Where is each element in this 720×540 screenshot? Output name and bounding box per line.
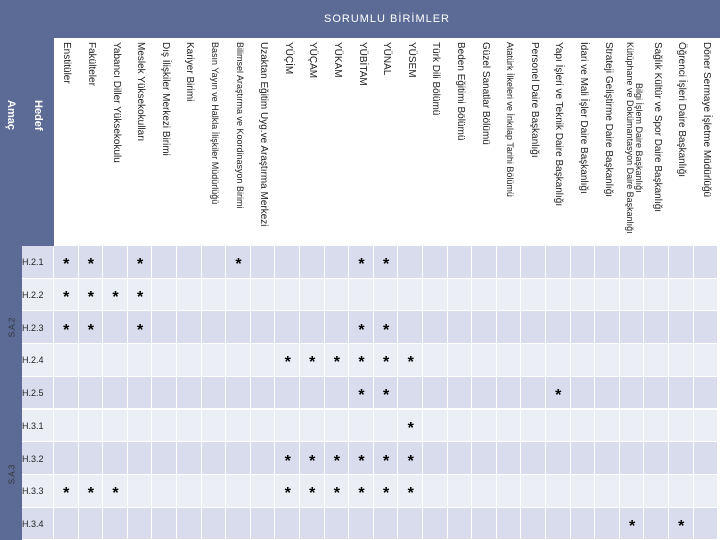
matrix-cell	[275, 311, 300, 344]
matrix-cell	[448, 279, 473, 312]
responsibility-mark: *	[87, 321, 95, 339]
matrix-cell	[251, 344, 276, 377]
responsibility-mark: *	[112, 289, 119, 307]
matrix-cell	[398, 377, 423, 410]
responsibility-mark: *	[407, 419, 414, 437]
responsibility-mark: *	[87, 289, 95, 307]
matrix-cell	[251, 246, 276, 279]
amac-label: Amaç	[5, 100, 17, 130]
matrix-cell	[128, 442, 153, 475]
matrix-cell	[669, 344, 694, 377]
matrix-cell	[521, 311, 546, 344]
unit-header: YÜKAM	[331, 42, 343, 78]
responsibility-mark: *	[358, 321, 365, 339]
unit-header: Uzaktan Eğitim Uyg.ve Araştırma Merkezi	[258, 42, 270, 227]
hedef-row-label: H.2.5	[22, 388, 44, 399]
matrix-cell	[251, 442, 276, 475]
matrix-cell	[325, 311, 350, 344]
matrix-cell	[226, 475, 251, 508]
amac-group-label: S.A.2	[7, 317, 17, 338]
matrix-cell	[177, 377, 202, 410]
matrix-cell	[152, 410, 177, 443]
matrix-cell	[472, 311, 497, 344]
matrix-cell	[325, 246, 350, 279]
matrix-cell	[177, 279, 202, 312]
responsibility-mark: *	[358, 387, 365, 405]
responsibility-mark: *	[382, 321, 390, 339]
matrix-cell	[152, 246, 177, 279]
matrix-cell	[669, 410, 694, 443]
hedef-row-label: H.3.3	[22, 486, 44, 497]
responsibility-mark: *	[284, 354, 291, 372]
matrix-cell	[571, 279, 596, 312]
responsibility-mark: *	[63, 256, 70, 274]
matrix-cell	[423, 475, 448, 508]
matrix-cell	[103, 410, 128, 443]
matrix-cell	[202, 377, 227, 410]
matrix-cell	[325, 410, 350, 443]
unit-header: YÜÇİM	[282, 42, 294, 75]
matrix-cell	[694, 410, 719, 443]
matrix-cell	[251, 475, 276, 508]
matrix-cell	[226, 279, 251, 312]
matrix-cell	[300, 377, 325, 410]
matrix-cell	[152, 311, 177, 344]
matrix-cell	[644, 377, 669, 410]
responsibility-mark: *	[136, 289, 144, 307]
matrix-cell	[472, 377, 497, 410]
matrix-cell	[423, 311, 448, 344]
matrix-cell	[251, 508, 276, 540]
matrix-cell	[472, 442, 497, 475]
matrix-cell	[398, 508, 423, 540]
matrix-cell	[644, 246, 669, 279]
responsibility-mark: *	[358, 256, 365, 274]
matrix-cell	[202, 442, 227, 475]
matrix-cell	[694, 311, 719, 344]
matrix-cell	[275, 508, 300, 540]
matrix-cell	[300, 311, 325, 344]
matrix-cell	[152, 377, 177, 410]
hedef-row-label: H.2.4	[22, 355, 44, 366]
matrix-cell	[571, 311, 596, 344]
responsibility-mark: *	[235, 256, 242, 274]
matrix-cell	[669, 475, 694, 508]
matrix-cell	[423, 508, 448, 540]
responsibility-mark: *	[382, 354, 390, 372]
matrix-cell	[103, 246, 128, 279]
matrix-cell	[644, 410, 669, 443]
matrix-cell	[398, 311, 423, 344]
matrix-cell	[521, 508, 546, 540]
matrix-cell	[226, 311, 251, 344]
hedef-label: Hedef	[32, 100, 44, 131]
matrix-cell	[521, 475, 546, 508]
matrix-cell	[571, 475, 596, 508]
matrix-cell	[669, 246, 694, 279]
matrix-cell	[103, 442, 128, 475]
hedef-row-label: H.3.1	[22, 420, 44, 431]
matrix-cell	[620, 246, 645, 279]
matrix-cell	[177, 442, 202, 475]
responsibility-mark: *	[63, 321, 70, 339]
matrix-cell	[202, 246, 227, 279]
matrix-cell	[571, 442, 596, 475]
matrix-cell	[497, 442, 522, 475]
matrix-cell	[644, 442, 669, 475]
matrix-cell	[448, 475, 473, 508]
matrix-cell	[497, 246, 522, 279]
matrix-cell	[275, 377, 300, 410]
matrix-cell	[472, 475, 497, 508]
responsibility-mark: *	[628, 517, 636, 535]
matrix-cell	[177, 311, 202, 344]
matrix-cell	[423, 410, 448, 443]
matrix-cell	[251, 279, 276, 312]
unit-header: Türk Dili Bölümü	[430, 42, 442, 116]
matrix-cell	[54, 410, 79, 443]
matrix-cell	[595, 344, 620, 377]
matrix-cell	[177, 246, 202, 279]
responsibility-mark: *	[63, 485, 70, 503]
matrix-cell	[669, 442, 694, 475]
matrix-cell	[103, 344, 128, 377]
matrix-cell	[251, 410, 276, 443]
unit-header: Güzel Sanatlar Bölümü	[479, 42, 491, 145]
responsibility-mark: *	[555, 387, 562, 405]
responsibility-mark: *	[284, 485, 291, 503]
matrix-cell	[275, 279, 300, 312]
matrix-cell	[620, 410, 645, 443]
matrix-cell	[644, 279, 669, 312]
hedef-row-label: H.2.3	[22, 322, 44, 333]
matrix-cell	[497, 311, 522, 344]
matrix-cell	[472, 344, 497, 377]
unit-header: Öğrenci İşleri Daire Başkanlığı	[676, 42, 688, 178]
matrix-cell	[300, 279, 325, 312]
unit-header: Fakülteler	[85, 42, 97, 86]
responsibility-mark: *	[87, 256, 95, 274]
matrix-cell	[620, 311, 645, 344]
matrix-cell	[521, 344, 546, 377]
unit-header: Yapı İşleri ve Teknik Daire Başkanlığı	[553, 42, 565, 207]
responsibility-mark: *	[333, 485, 341, 503]
matrix-cell	[423, 377, 448, 410]
matrix-cell	[472, 279, 497, 312]
responsibility-mark: *	[678, 517, 685, 535]
matrix-cell	[595, 442, 620, 475]
matrix-cell	[595, 279, 620, 312]
matrix-cell	[694, 279, 719, 312]
matrix-cell	[177, 508, 202, 540]
matrix-cell	[620, 377, 645, 410]
matrix-cell	[202, 508, 227, 540]
matrix-cell	[472, 508, 497, 540]
unit-header: Beden Eğitimi Bölümü	[454, 42, 466, 141]
unit-header: Atatürk İlkeleri ve İnkılap Tarihi Bölümü	[505, 42, 516, 197]
matrix-cell	[644, 311, 669, 344]
matrix-cell	[275, 410, 300, 443]
matrix-cell	[300, 410, 325, 443]
matrix-cell	[669, 377, 694, 410]
matrix-cell	[644, 475, 669, 508]
matrix-cell	[669, 279, 694, 312]
unit-header: Enstitüler	[61, 42, 73, 84]
responsibility-mark: *	[136, 256, 144, 274]
unit-header: Strateji Geliştirme Daire Başkanlığı	[602, 42, 614, 198]
matrix-cell	[374, 410, 399, 443]
matrix-cell	[620, 279, 645, 312]
matrix-cell	[448, 410, 473, 443]
amac-group-label: S.A.3	[7, 464, 17, 485]
unit-header: Bilimsel Araştırma ve Koordinasyon Birimi	[234, 42, 245, 209]
responsibility-mark: *	[382, 485, 390, 503]
matrix-cell	[546, 279, 571, 312]
matrix-cell	[128, 508, 153, 540]
matrix-cell	[128, 475, 153, 508]
matrix-cell	[694, 508, 719, 540]
responsibility-mark: *	[358, 354, 365, 372]
matrix-cell	[521, 442, 546, 475]
unit-header: Bilgi İşlem Daire Başkanlığı Kütüphane ve Dokümantasyon Daire Başkanlığı	[625, 42, 645, 234]
matrix-cell	[152, 279, 177, 312]
matrix-cell	[128, 410, 153, 443]
matrix-cell	[202, 279, 227, 312]
responsibility-mark: *	[63, 289, 70, 307]
matrix-cell	[497, 508, 522, 540]
matrix-cell	[546, 508, 571, 540]
matrix-cell	[448, 508, 473, 540]
matrix-cell	[251, 311, 276, 344]
responsibility-mark: *	[407, 452, 414, 470]
matrix-cell	[226, 508, 251, 540]
matrix-cell	[546, 311, 571, 344]
matrix-cell	[448, 246, 473, 279]
responsibility-mark: *	[407, 354, 414, 372]
unit-header: YÜBİTAM	[356, 42, 368, 86]
matrix-cell	[79, 442, 104, 475]
matrix-cell	[472, 246, 497, 279]
matrix-cell	[694, 475, 719, 508]
matrix-cell	[595, 475, 620, 508]
matrix-cell	[694, 442, 719, 475]
matrix-cell	[546, 344, 571, 377]
matrix-cell	[620, 442, 645, 475]
matrix-cell	[694, 344, 719, 377]
matrix-cell	[521, 279, 546, 312]
matrix-cell	[202, 475, 227, 508]
hedef-row-label: H.3.2	[22, 453, 44, 464]
unit-header: Meslek Yüksekokulları	[135, 42, 147, 142]
responsibility-mark: *	[284, 452, 291, 470]
matrix-cell	[226, 410, 251, 443]
matrix-cell	[644, 508, 669, 540]
matrix-cell	[571, 377, 596, 410]
matrix-cell	[497, 475, 522, 508]
matrix-cell	[226, 442, 251, 475]
matrix-cell	[595, 311, 620, 344]
matrix-cell	[497, 279, 522, 312]
unit-header: YÜSEM	[405, 42, 417, 78]
matrix-cell	[620, 344, 645, 377]
matrix-cell	[423, 246, 448, 279]
matrix-cell	[349, 508, 374, 540]
matrix-cell	[177, 410, 202, 443]
matrix-cell	[448, 311, 473, 344]
matrix-cell	[595, 377, 620, 410]
unit-header: Dış İlişkiler Merkezi Birimi	[159, 42, 171, 156]
matrix-cell	[571, 246, 596, 279]
matrix-cell	[152, 442, 177, 475]
matrix-cell	[571, 344, 596, 377]
responsibility-mark: *	[309, 485, 316, 503]
matrix-cell	[152, 475, 177, 508]
matrix-cell	[546, 410, 571, 443]
matrix-cell	[546, 442, 571, 475]
matrix-cell	[694, 246, 719, 279]
matrix-cell	[177, 344, 202, 377]
matrix-cell	[398, 279, 423, 312]
unit-header: Kariyer Birimi	[184, 42, 196, 102]
matrix-cell	[374, 508, 399, 540]
matrix-cell	[546, 246, 571, 279]
matrix-cell	[79, 410, 104, 443]
matrix-cell	[521, 377, 546, 410]
responsibility-mark: *	[136, 321, 144, 339]
matrix-cell	[644, 344, 669, 377]
responsibility-mark: *	[358, 485, 365, 503]
responsibility-mark: *	[309, 354, 316, 372]
unit-header: YÜNAL	[381, 42, 393, 76]
unit-header: Sağlık Kültür ve Spor Daire Başkanlığı	[651, 42, 663, 213]
matrix-cell	[300, 508, 325, 540]
matrix-cell	[54, 508, 79, 540]
header-title: SORUMLU BİRİMLER	[54, 0, 720, 38]
matrix-cell	[448, 377, 473, 410]
matrix-cell	[152, 344, 177, 377]
matrix-cell	[669, 311, 694, 344]
unit-header: Döner Sermaye İşletme Müdürlüğü	[700, 42, 712, 198]
matrix-cell	[300, 246, 325, 279]
matrix-cell	[694, 377, 719, 410]
matrix-cell	[79, 508, 104, 540]
unit-header: İdari ve Mali İşler Daire Başkanlığı	[577, 42, 589, 194]
matrix-cell	[423, 344, 448, 377]
matrix-cell	[423, 279, 448, 312]
matrix-cell	[226, 344, 251, 377]
matrix-cell	[152, 508, 177, 540]
matrix-cell	[423, 442, 448, 475]
responsibility-mark: *	[358, 452, 365, 470]
responsibility-mark: *	[407, 485, 414, 503]
matrix-cell	[571, 410, 596, 443]
hedef-row-label: H.2.1	[22, 257, 44, 268]
responsibility-mark: *	[333, 452, 341, 470]
responsibility-mark: *	[382, 387, 390, 405]
matrix-cell	[398, 246, 423, 279]
matrix-cell	[103, 508, 128, 540]
matrix-cell	[202, 410, 227, 443]
responsibility-mark: *	[382, 452, 390, 470]
matrix-cell	[349, 410, 374, 443]
responsibility-mark: *	[333, 354, 341, 372]
matrix-cell	[251, 377, 276, 410]
hedef-row-label: H.3.4	[22, 518, 44, 529]
matrix-cell	[472, 410, 497, 443]
matrix-cell	[497, 377, 522, 410]
matrix-cell	[521, 410, 546, 443]
responsibility-mark: *	[382, 256, 390, 274]
hedef-row-label: H.2.2	[22, 290, 44, 301]
unit-header: Personel Daire Başkanlığı	[528, 42, 540, 158]
matrix-cell	[521, 246, 546, 279]
responsibility-mark: *	[112, 485, 119, 503]
matrix-cell	[497, 344, 522, 377]
matrix-cell	[275, 246, 300, 279]
matrix-cell	[325, 377, 350, 410]
matrix-cell	[325, 279, 350, 312]
matrix-cell	[546, 475, 571, 508]
matrix-cell	[325, 508, 350, 540]
matrix-cell	[177, 475, 202, 508]
matrix-cell	[226, 377, 251, 410]
matrix-cell	[54, 442, 79, 475]
unit-header: Basın Yayın ve Halkla İlişkiler Müdürlüğü	[209, 42, 220, 205]
unit-header: YÜÇAM	[307, 42, 319, 79]
matrix-cell	[448, 344, 473, 377]
matrix-cell	[595, 246, 620, 279]
matrix-cell	[79, 377, 104, 410]
responsibility-mark: *	[87, 485, 95, 503]
matrix-cell	[448, 442, 473, 475]
matrix-cell	[497, 410, 522, 443]
unit-header: Yabancı Diller Yüksekokulu	[110, 42, 122, 163]
matrix-cell	[103, 377, 128, 410]
matrix-cell	[54, 377, 79, 410]
matrix-cell	[571, 508, 596, 540]
matrix-cell	[202, 344, 227, 377]
matrix-cell	[374, 279, 399, 312]
matrix-cell	[128, 344, 153, 377]
matrix-cell	[128, 377, 153, 410]
matrix-cell	[202, 311, 227, 344]
matrix-cell	[349, 279, 374, 312]
responsibility-mark: *	[309, 452, 316, 470]
matrix-cell	[620, 475, 645, 508]
matrix-cell	[595, 508, 620, 540]
matrix-cell	[54, 344, 79, 377]
matrix-cell	[79, 344, 104, 377]
matrix-cell	[595, 410, 620, 443]
matrix-cell	[103, 311, 128, 344]
